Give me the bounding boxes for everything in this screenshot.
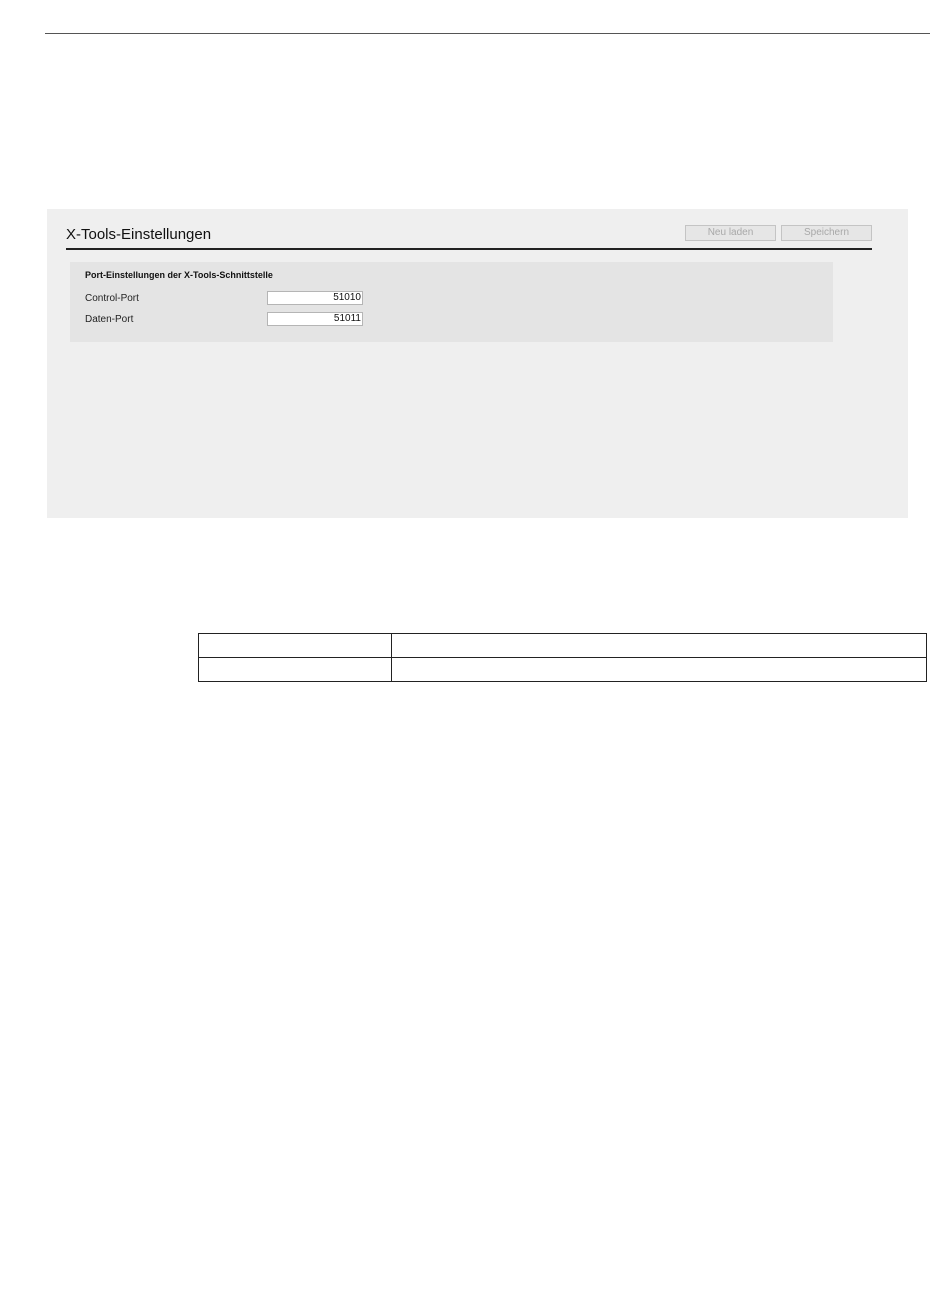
save-button[interactable]: Speichern [781, 225, 872, 241]
panel-title: X-Tools-Einstellungen [66, 226, 212, 243]
table-row [199, 634, 927, 658]
control-port-input[interactable]: 51010 [267, 291, 363, 305]
reload-button[interactable]: Neu laden [685, 225, 776, 241]
port-settings-group [70, 262, 833, 342]
data-port-label: Daten-Port [85, 314, 134, 325]
group-title: Port-Einstellungen der X-Tools-Schnittstelle [85, 270, 273, 280]
data-port-input[interactable]: 51011 [267, 312, 363, 326]
document-table [198, 633, 927, 682]
title-divider [66, 248, 872, 250]
page-header-rule [45, 33, 930, 34]
control-port-label: Control-Port [85, 293, 139, 304]
table-cell [199, 634, 392, 658]
xtools-settings-panel [47, 209, 908, 518]
table-cell [392, 658, 927, 682]
table-cell [392, 634, 927, 658]
table-row [199, 658, 927, 682]
table-cell [199, 658, 392, 682]
